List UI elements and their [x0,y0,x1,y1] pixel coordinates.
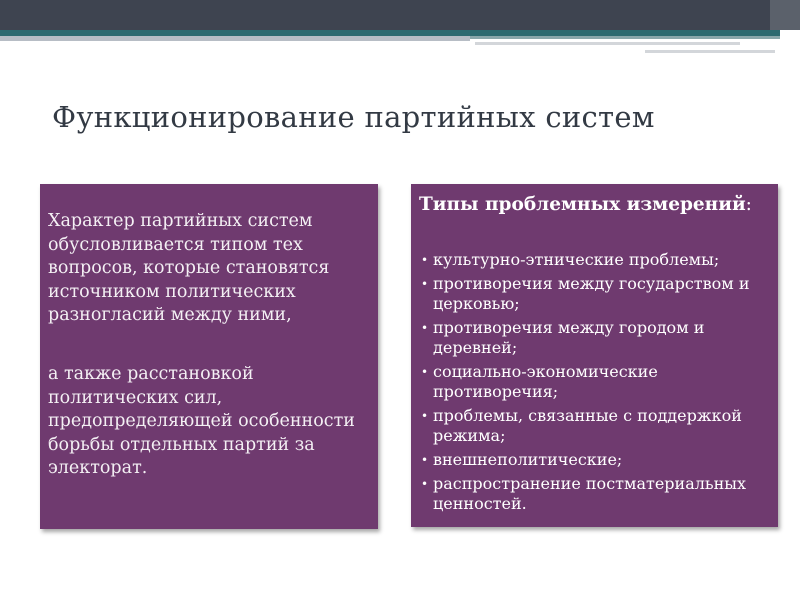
corner-block [770,0,800,30]
bullet-icon: • [421,477,429,491]
bullet-icon: • [421,321,429,335]
list-item [419,250,774,270]
decorative-line-short [645,50,775,53]
bullet-icon: • [421,409,429,423]
problem-dimensions-list [419,250,774,518]
list-heading-text: Типы проблемных измерений [419,194,746,215]
bullet-icon: • [421,253,429,267]
list-item-text: социально-экономические противоречия; [433,362,658,401]
list-item-text: проблемы, связанные с поддержкой режима; [433,406,742,445]
list-item [419,474,774,514]
decorative-line [475,42,740,45]
list-item-text: противоречия между городом и деревней; [433,318,705,357]
list-item [419,406,774,446]
list-item [419,450,774,470]
left-text-panel [40,184,378,529]
right-list-panel [411,184,778,527]
left-paragraph-2: а также расстановкой политических сил, предопределяющей особенности борьбы отдельных партий за электорат. [48,364,355,478]
bullet-icon: • [421,277,429,291]
list-item-text: культурно-этнические проблемы; [433,250,720,269]
list-item-text: распространение постматериальных ценностей. [433,474,747,513]
list-item [419,318,774,358]
top-decorative-bar [0,0,800,30]
list-item [419,274,774,314]
bullet-icon: • [421,365,429,379]
gray-stripe [0,36,470,41]
list-item-text: противоречия между государством и церковью; [433,274,750,313]
list-item-text: внешнеполитические; [433,450,623,469]
slide-title: Функционирование партийных систем [52,100,655,134]
teal-stripe [470,36,780,39]
list-heading-colon: : [745,194,752,215]
left-paragraph-1: Характер партийных систем обусловливается типом тех вопросов, которые становятся источником политических разногласий между ними, [48,211,330,325]
bullet-icon: • [421,453,429,467]
list-item [419,362,774,402]
list-heading [419,194,752,216]
